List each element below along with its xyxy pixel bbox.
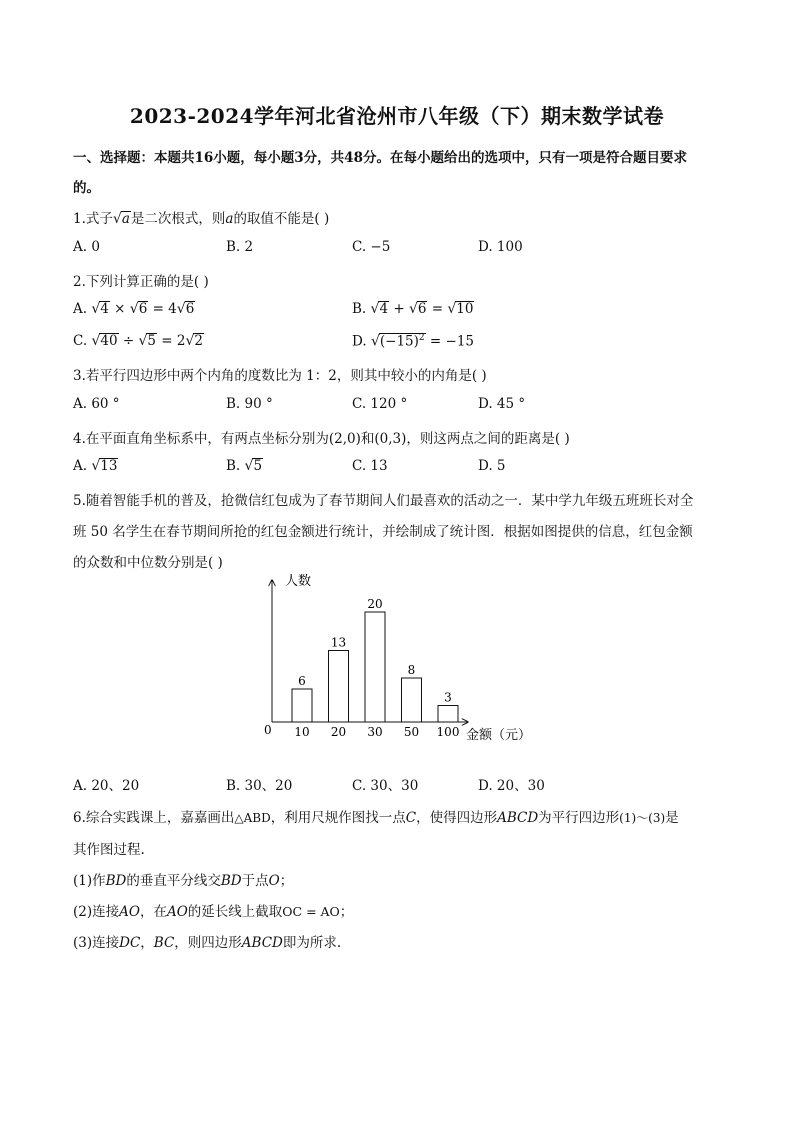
question-6-line-1: 6.综合实践课上，嘉嘉画出△ABD，利用尺规作图找一点C，使得四边形ABCD为平行四边形(1)～(3)是: [73, 810, 679, 826]
bar-value-label: 3: [444, 690, 452, 705]
q3-option-c: C. 120 °: [352, 396, 408, 412]
bar-10: [292, 689, 312, 722]
x-tick-label: 20: [330, 725, 347, 739]
q5-option-b: B. 30、20: [226, 778, 293, 794]
bar-value-label: 8: [407, 663, 416, 677]
question-6-step-3: (3)连接DC，BC，则四边形ABCD即为所求.: [73, 935, 342, 951]
q2-option-b: B. √4 + √6 = √10: [352, 301, 474, 317]
q1-option-d: D. 100: [478, 239, 523, 255]
bar-50: [402, 678, 422, 722]
question-6-step-2: (2)连接AO，在AO的延长线上截取OC = AO；: [73, 904, 354, 920]
q5-option-a: A. 20、20: [73, 778, 140, 794]
q2-option-d: D. $√(-15)^2 = -15$: [352, 333, 475, 350]
q5-option-c: C. 30、30: [352, 778, 419, 794]
question-4-stem: 4.在平面直角坐标系中，有两点坐标分别为(2,0)和(0,3)，则这两点之间的距离是( ): [73, 431, 570, 447]
bar-value-label: 20: [367, 597, 383, 611]
question-6-line-2: 其作图过程.: [73, 842, 145, 858]
question-3-stem: 3.若平行四边形中两个内角的度数比为 1：2，则其中较小的内角是( ): [73, 368, 487, 384]
bar-chart: [250, 570, 550, 750]
bar-100: [438, 706, 458, 723]
question-5-line-2: 班 50 名学生在春节期间所抢的红包金额进行统计，并绘制成了统计图．根据如图提供的信息，红包金额: [73, 524, 693, 540]
q4-option-c: C. 13: [352, 458, 388, 474]
bar-20: [329, 651, 349, 723]
q4-option-d: D. 5: [478, 458, 506, 474]
x-tick-label: 50: [403, 725, 420, 739]
question-5-line-1: 5.随着智能手机的普及，抢微信红包成为了春节期间人们最喜欢的活动之一．某中学九年级五班班长对全: [73, 493, 694, 509]
q3-option-d: D. 45 °: [478, 396, 526, 412]
question-2-stem: 2.下列计算正确的是( ): [73, 274, 209, 290]
x-tick-label: 100: [436, 725, 460, 739]
section-heading-cont: 的。: [73, 180, 100, 196]
x-axis-label: 金额（元）: [466, 728, 532, 743]
q4-option-b: B. √5: [226, 458, 263, 474]
q1-option-a: A. 0: [73, 239, 100, 255]
q2-option-c: C. √40 ÷ √5 = 2√2: [73, 333, 203, 349]
exam-title: 2023-2024学年河北省沧州市八年级（下）期末数学试卷: [129, 104, 665, 128]
section-heading: 一、选择题：本题共16小题，每小题3分，共48分。在每小题给出的选项中，只有一项是符合题目要求: [73, 150, 687, 166]
question-5-line-3: 的众数和中位数分别是( ): [73, 555, 223, 571]
origin-label: 0: [264, 723, 272, 737]
x-tick-label: 30: [367, 725, 383, 739]
x-tick-label: 10: [294, 725, 310, 739]
q3-option-b: B. 90 °: [226, 396, 273, 412]
q1-option-c: C. −5: [352, 239, 391, 255]
q2-option-a: A. √4 × √6 = 4√6: [73, 301, 195, 317]
bar-30: [365, 612, 385, 722]
y-axis-label: 人数: [285, 574, 312, 589]
q5-option-d: D. 20、30: [478, 778, 545, 794]
q3-option-a: A. 60 °: [73, 396, 120, 412]
question-6-step-1: (1)作BD的垂直平分线交BD于点O；: [73, 873, 294, 889]
bar-value-label: 6: [298, 674, 306, 688]
q4-option-a: A. √13: [73, 458, 118, 474]
q1-option-b: B. 2: [226, 239, 254, 255]
bar-value-label: 13: [330, 635, 347, 650]
question-1-stem: 1.式子√a是二次根式，则a的取值不能是( ): [73, 211, 330, 227]
